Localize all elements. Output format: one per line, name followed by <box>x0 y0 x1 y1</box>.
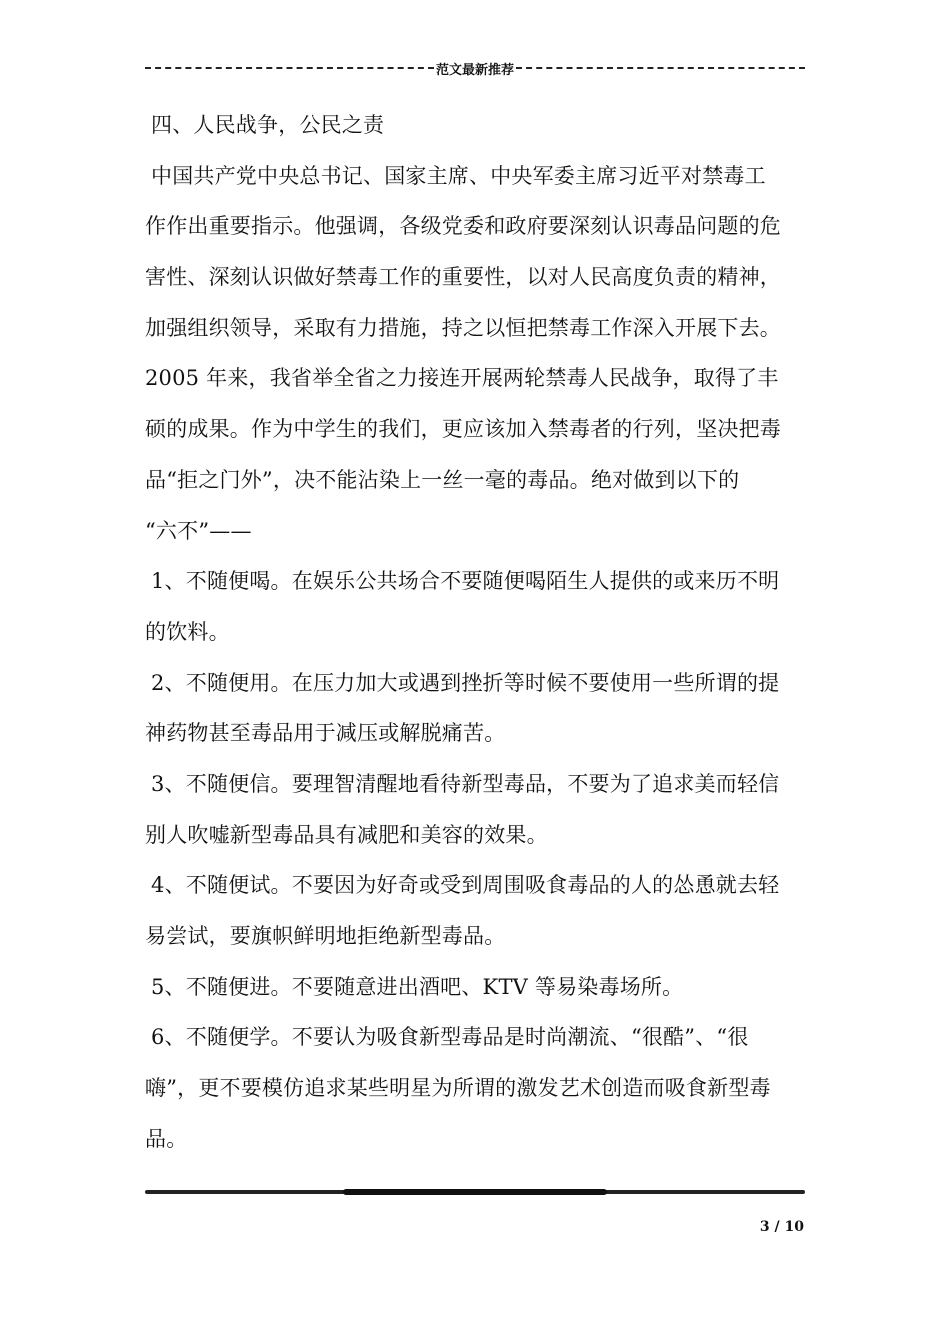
document-body <box>145 100 815 1164</box>
section-heading: 四、人民战争，公民之责 <box>151 113 385 137</box>
list-item-line: 1、不随便喝。在娱乐公共场合不要随便喝陌生人提供的或来历不明 <box>151 569 780 594</box>
paragraph-line: 作作出重要指示。他强调，各级党委和政府要深刻认识毒品问题的危 <box>145 214 781 239</box>
paragraph-line: 加强组织领导，采取有力措施，持之以恒把禁毒工作深入开展下去。 <box>145 315 781 340</box>
header-title: 范文最新推荐 <box>436 62 515 78</box>
list-item-line: 2、不随便用。在压力加大或遇到挫折等时候不要使用一些所谓的提 <box>151 670 780 695</box>
header-dashed-rule-right <box>516 67 805 69</box>
list-item-line: 5、不随便进。不要随意进出酒吧、KTV 等易染毒场所。 <box>151 974 684 999</box>
list-item-line: 品。 <box>145 1126 188 1151</box>
list-item-line: 易尝试，要旗帜鲜明地拒绝新型毒品。 <box>145 924 506 948</box>
list-item-line: 别人吹嘘新型毒品具有减肥和美容的效果。 <box>145 822 548 847</box>
paragraph-line: 品“拒之门外”，决不能沾染上一丝一毫的毒品。绝对做到以下的 <box>145 467 740 492</box>
footer-rule <box>145 1190 805 1194</box>
list-item-line: 3、不随便信。要理智清醒地看待新型毒品，不要为了追求美而轻信 <box>151 771 780 796</box>
list-item-line: 6、不随便学。不要认为吸食新型毒品是时尚潮流、“很酷”、“很 <box>151 1025 749 1050</box>
paragraph-line: 中国共产党中央总书记、国家主席、中央军委主席习近平对禁毒工 <box>151 163 766 188</box>
list-item-line: 的饮料。 <box>145 619 230 644</box>
header-dashed-rule-left <box>145 67 434 69</box>
paragraph-line: 2005 年来，我省举全省之力接连开展两轮禁毒人民战争，取得了丰 <box>145 366 779 391</box>
list-item-line: 4、不随便试。不要因为好奇或受到周围吸食毒品的人的怂恿就去轻 <box>151 873 780 898</box>
list-item-line: 神药物甚至毒品用于减压或解脱痛苦。 <box>145 721 506 746</box>
paragraph-line: “六不”—— <box>145 518 252 543</box>
paragraph-line: 硕的成果。作为中学生的我们，更应该加入禁毒者的行列，坚决把毒 <box>145 417 781 442</box>
paragraph-line: 害性、深刻认识做好禁毒工作的重要性，以对人民高度负责的精神， <box>145 265 781 290</box>
page-number: 3 / 10 <box>759 1219 804 1235</box>
page-header <box>145 58 805 78</box>
list-item-line: 嗨”，更不要模仿追求某些明星为所谓的激发艺术创造而吸食新型毒 <box>145 1076 771 1101</box>
